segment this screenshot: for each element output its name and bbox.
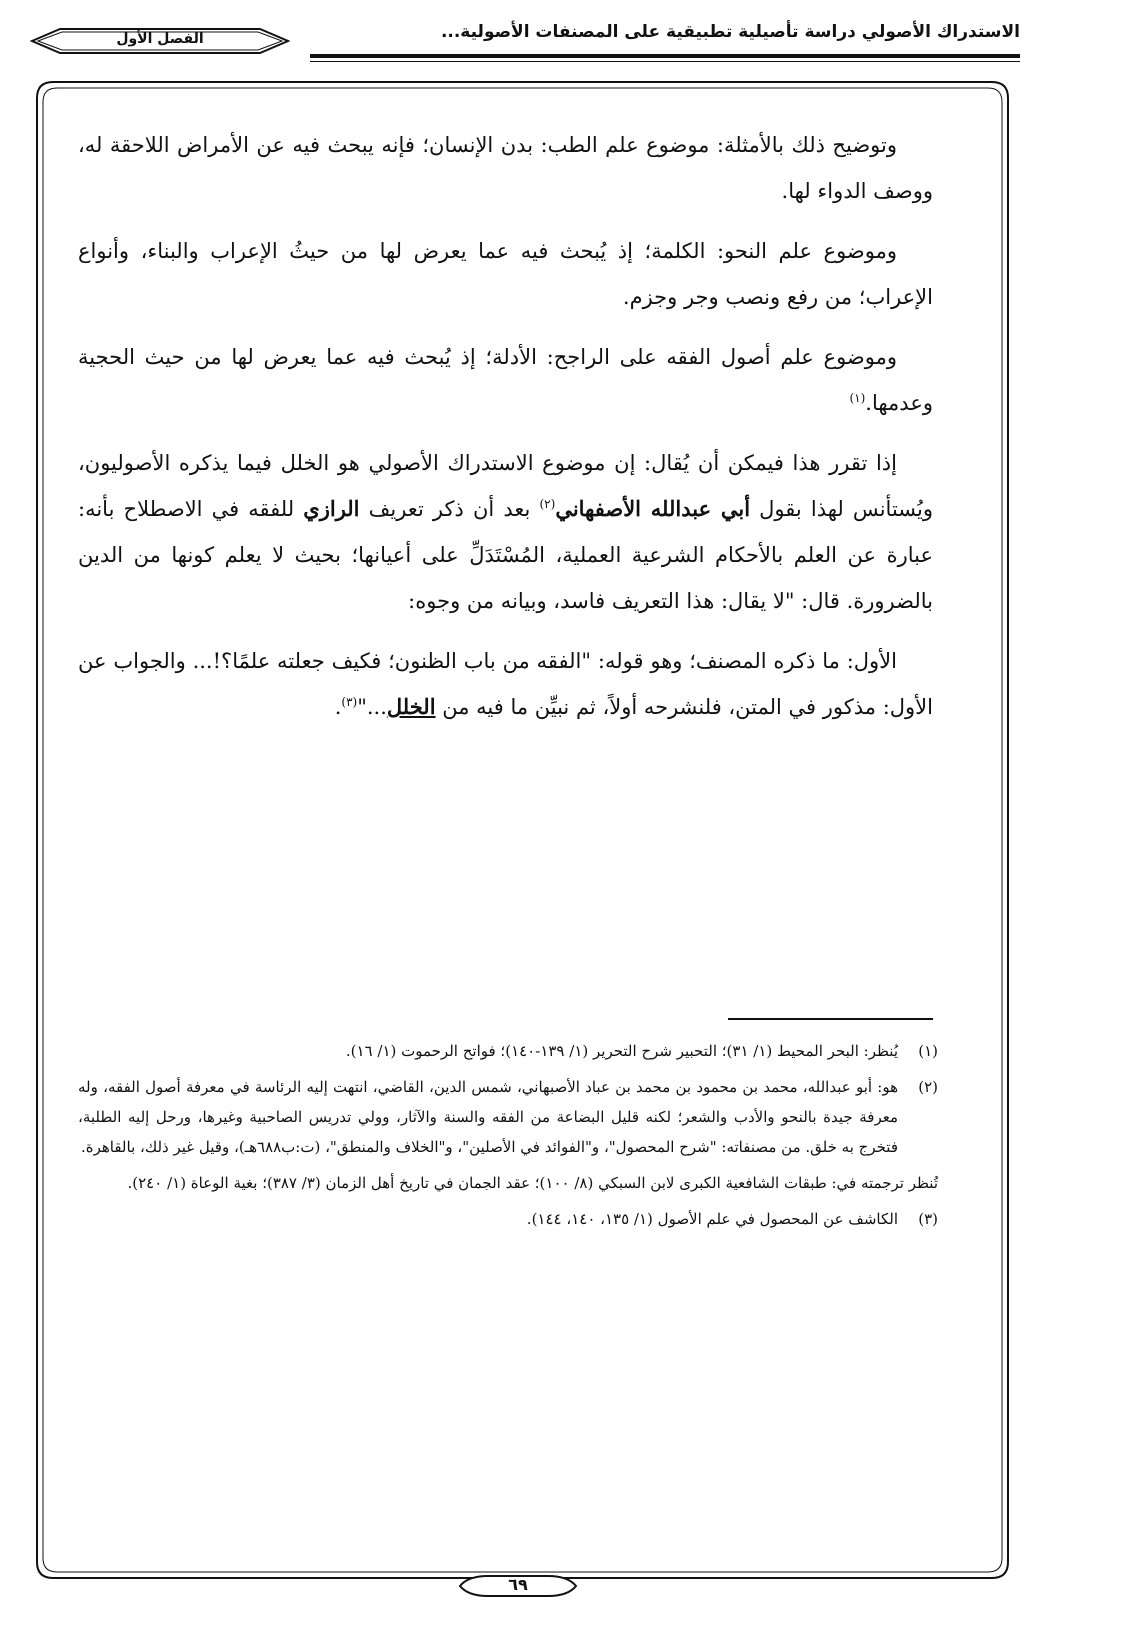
paragraph-text: وتوضيح ذلك بالأمثلة: موضوع علم الطب: بدن الإنسان؛ فإنه يبحث فيه عن الأمراض اللاحقة له، ووصف الدواء لها. — [78, 133, 933, 203]
main-text — [78, 122, 933, 744]
footnote-number: (١) — [918, 1042, 938, 1060]
footnote — [78, 1204, 938, 1234]
paragraph — [78, 228, 933, 320]
paragraph-text: الأول: ما ذكره المصنف؛ وهو قوله: "الفقه من باب الظنون؛ فكيف جعلته علمًا؟!... والجواب عن الأول: مذكور في المتن، فلنشرحه أولاً، ثم نبيِّن ما فيه من — [78, 649, 933, 719]
footnote-ref[interactable]: (٢) — [539, 497, 556, 511]
footnote — [78, 1036, 938, 1066]
underlined-word: الخلل — [386, 694, 436, 719]
footnote-continuation — [78, 1168, 938, 1198]
paragraph-text: وموضوع علم أصول الفقه على الراجح: الأدلة؛ إذ يُبحث فيه عما يعرض لها من حيث الحجية وعدمها. — [78, 345, 933, 415]
footnote-number: (٢) — [918, 1078, 938, 1096]
paragraph — [78, 122, 933, 214]
paragraph-text: . — [334, 695, 342, 719]
footnote-text: هو: أبو عبدالله، محمد بن محمود بن محمد بن عباد الأصبهاني، شمس الدين، القاضي، انتهت إليه الرئاسة في معرفة أصول الفقه، وله معرفة جيدة بالنحو والأدب والشعر؛ لكنه قليل البضاعة من الفقه والسنة والآثار، وولي تدريس الصاحبية وغيرها، ورحل إليه الطلبة، فتخرج به خلق. من مصنفاته: "شرح المحصول"، و"الفوائد في الأصلين"، و"الخلاف والمنطق"، (ت:ب٦٨٨هـ)، وقيل غير ذلك، بالقاهرة. — [78, 1078, 898, 1156]
footnote-text: تُنظر ترجمته في: طبقات الشافعية الكبرى لابن السبكي (٨/ ١٠٠)؛ عقد الجمان في تاريخ أهل الزمان (٣/ ٣٨٧)؛ بغية الوعاة (١/ ٢٤٠). — [127, 1174, 938, 1192]
paragraph-text: للفقه في الاصطلاح بأنه: عبارة عن العلم بالأحكام الشرعية العملية، المُسْتَدَلِّ على أعيانها؛ بحيث لا يعلم كونها من الدين بالضرورة. قال: "لا يقال: هذا التعريف فاسد، وبيانه من وجوه: — [78, 497, 933, 613]
paragraph-text: ..." — [357, 695, 387, 719]
paragraph — [78, 638, 933, 730]
scholar-name: الرازي — [303, 496, 360, 521]
footnote-text: يُنظر: البحر المحيط (١/ ٣١)؛ التحبير شرح التحرير (١/ ١٣٩-١٤٠)؛ فواتح الرحموت (١/ ١٦). — [345, 1042, 898, 1060]
header-rule — [310, 54, 1020, 58]
footnote — [78, 1072, 938, 1162]
paragraph-text: وموضوع علم النحو: الكلمة؛ إذ يُبحث فيه عما يعرض لها من حيثُ الإعراب والبناء، وأنواع الإعراب؛ من رفع ونصب وجر وجزم. — [78, 239, 933, 309]
paragraph-text: إذا تقرر هذا فيمكن أن يُقال: إن موضوع الاستدراك الأصولي هو الخلل فيما يذكره الأصوليون، ويُستأنس لهذا بقول — [78, 451, 934, 521]
page-header — [30, 22, 1020, 52]
header-rule-thin — [310, 61, 1020, 62]
page-number-text: ٦٩ — [508, 1575, 528, 1594]
footnote-text: الكاشف عن المحصول في علم الأصول (١/ ١٣٥، ١٤٠، ١٤٤). — [526, 1210, 898, 1228]
footnote-ref[interactable]: (١) — [849, 391, 866, 405]
footnote-number: (٣) — [918, 1210, 938, 1228]
scholar-name: أبي عبدالله الأصفهاني — [555, 496, 751, 521]
paragraph — [78, 334, 933, 426]
chapter-label: الفصل الأول — [116, 31, 204, 47]
paragraph — [78, 440, 933, 624]
footnote-ref[interactable]: (٣) — [341, 695, 358, 709]
book-title: الاستدراك الأصولي دراسة تأصيلية تطبيقية على المصنفات الأصولية... — [440, 22, 1020, 42]
paragraph-text: بعد أن ذكر تعريف — [359, 497, 540, 521]
page-number — [458, 1573, 578, 1599]
footnotes — [78, 1036, 938, 1240]
chapter-tab — [30, 26, 290, 56]
footnote-separator — [728, 1018, 933, 1020]
